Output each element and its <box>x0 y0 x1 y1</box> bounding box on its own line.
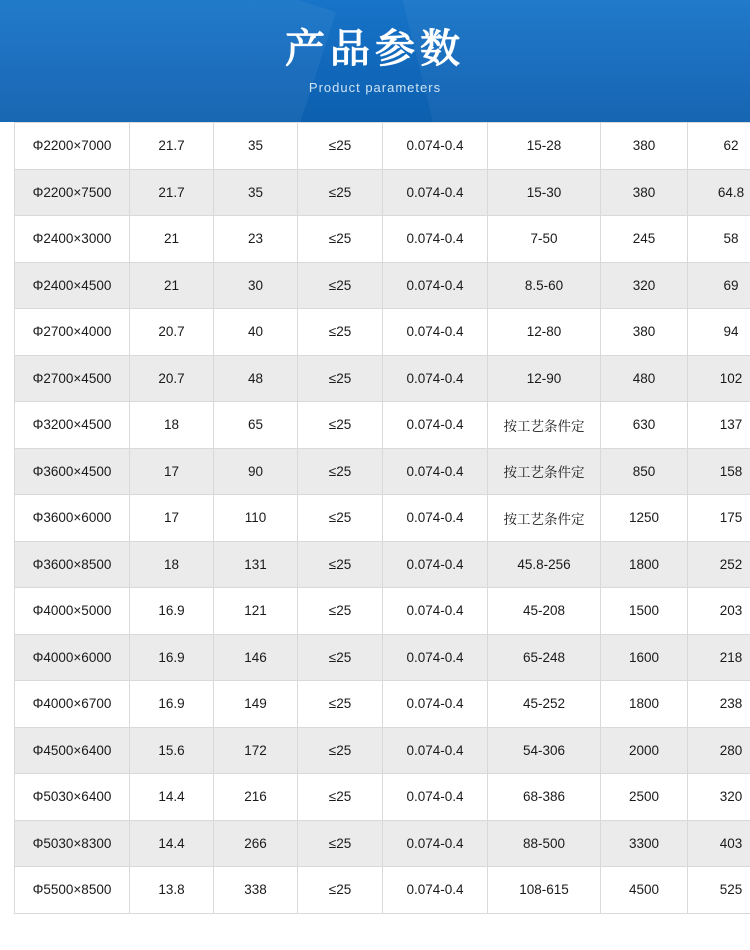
table-row <box>15 262 750 309</box>
table-cell: 62 <box>688 123 750 170</box>
table-cell: 2500 <box>601 774 688 821</box>
table-cell: 15-28 <box>488 123 601 170</box>
table-cell: ≤25 <box>298 262 383 309</box>
table-cell: 88-500 <box>488 820 601 867</box>
table-cell: 15.6 <box>130 727 214 774</box>
table-cell: 175 <box>688 495 750 542</box>
table-row <box>15 402 750 449</box>
table-cell: 按工艺条件定 <box>488 402 601 449</box>
table-cell: 0.074-0.4 <box>383 216 488 263</box>
table-cell: 7-50 <box>488 216 601 263</box>
table-cell: 按工艺条件定 <box>488 448 601 495</box>
table-cell-spec: Φ4000×5000 <box>15 588 130 635</box>
table-cell: 12-90 <box>488 355 601 402</box>
parameters-table-body <box>15 123 750 914</box>
table-cell: 65-248 <box>488 634 601 681</box>
table-cell: 146 <box>214 634 298 681</box>
table-cell: ≤25 <box>298 495 383 542</box>
table-cell: 0.074-0.4 <box>383 820 488 867</box>
table-cell: 0.074-0.4 <box>383 588 488 635</box>
table-cell-spec: Φ2400×3000 <box>15 216 130 263</box>
table-cell: 1800 <box>601 681 688 728</box>
table-cell: 0.074-0.4 <box>383 495 488 542</box>
table-row <box>15 495 750 542</box>
table-cell-spec: Φ5500×8500 <box>15 867 130 914</box>
table-row <box>15 820 750 867</box>
table-cell: 21.7 <box>130 169 214 216</box>
table-cell: 17 <box>130 448 214 495</box>
table-cell: 20.7 <box>130 309 214 356</box>
table-cell: 40 <box>214 309 298 356</box>
table-cell-spec: Φ3200×4500 <box>15 402 130 449</box>
table-cell: 1250 <box>601 495 688 542</box>
table-cell: 58 <box>688 216 750 263</box>
table-cell-spec: Φ2200×7000 <box>15 123 130 170</box>
table-cell: ≤25 <box>298 355 383 402</box>
table-cell: ≤25 <box>298 216 383 263</box>
table-cell: ≤25 <box>298 309 383 356</box>
table-cell: 630 <box>601 402 688 449</box>
table-cell: 320 <box>688 774 750 821</box>
table-cell: 0.074-0.4 <box>383 309 488 356</box>
table-cell: 0.074-0.4 <box>383 541 488 588</box>
table-cell: 280 <box>688 727 750 774</box>
table-cell: ≤25 <box>298 448 383 495</box>
table-row <box>15 867 750 914</box>
table-cell: ≤25 <box>298 123 383 170</box>
table-cell: 45-208 <box>488 588 601 635</box>
table-cell: 54-306 <box>488 727 601 774</box>
table-row <box>15 588 750 635</box>
table-cell: 45-252 <box>488 681 601 728</box>
table-cell: 90 <box>214 448 298 495</box>
table-cell: 16.9 <box>130 681 214 728</box>
table-cell: 2000 <box>601 727 688 774</box>
table-cell-spec: Φ2700×4500 <box>15 355 130 402</box>
table-cell: 14.4 <box>130 774 214 821</box>
table-cell-spec: Φ4500×6400 <box>15 727 130 774</box>
table-row <box>15 309 750 356</box>
table-cell: ≤25 <box>298 681 383 728</box>
table-cell: 0.074-0.4 <box>383 774 488 821</box>
table-cell: 13.8 <box>130 867 214 914</box>
table-cell: 23 <box>214 216 298 263</box>
table-cell: 0.074-0.4 <box>383 123 488 170</box>
table-cell: 8.5-60 <box>488 262 601 309</box>
table-cell: 21 <box>130 262 214 309</box>
table-cell: ≤25 <box>298 867 383 914</box>
table-cell: 0.074-0.4 <box>383 355 488 402</box>
table-row <box>15 681 750 728</box>
table-cell: 320 <box>601 262 688 309</box>
table-cell: ≤25 <box>298 774 383 821</box>
table-cell: 65 <box>214 402 298 449</box>
table-row <box>15 774 750 821</box>
table-cell: 17 <box>130 495 214 542</box>
table-cell: 16.9 <box>130 588 214 635</box>
table-cell: 266 <box>214 820 298 867</box>
table-cell: 203 <box>688 588 750 635</box>
table-cell: 1600 <box>601 634 688 681</box>
table-cell: 102 <box>688 355 750 402</box>
table-row <box>15 123 750 170</box>
table-cell-spec: Φ5030×6400 <box>15 774 130 821</box>
table-cell: 0.074-0.4 <box>383 402 488 449</box>
table-cell-spec: Φ2400×4500 <box>15 262 130 309</box>
table-cell: 45.8-256 <box>488 541 601 588</box>
table-cell: ≤25 <box>298 588 383 635</box>
table-row <box>15 169 750 216</box>
table-row <box>15 216 750 263</box>
table-cell: 48 <box>214 355 298 402</box>
table-cell: 64.8 <box>688 169 750 216</box>
table-cell: 380 <box>601 123 688 170</box>
table-cell: ≤25 <box>298 820 383 867</box>
table-cell: 216 <box>214 774 298 821</box>
table-cell-spec: Φ3600×4500 <box>15 448 130 495</box>
table-cell-spec: Φ2200×7500 <box>15 169 130 216</box>
table-row <box>15 727 750 774</box>
table-cell: 69 <box>688 262 750 309</box>
table-cell: 30 <box>214 262 298 309</box>
banner-content <box>0 0 750 98</box>
parameters-table-wrapper <box>0 122 750 914</box>
table-cell: 149 <box>214 681 298 728</box>
table-cell: 0.074-0.4 <box>383 169 488 216</box>
table-cell: 68-386 <box>488 774 601 821</box>
table-cell: 238 <box>688 681 750 728</box>
table-cell: 21 <box>130 216 214 263</box>
table-cell: 110 <box>214 495 298 542</box>
table-cell: 0.074-0.4 <box>383 681 488 728</box>
table-cell: ≤25 <box>298 634 383 681</box>
table-cell: 35 <box>214 169 298 216</box>
table-cell-spec: Φ3600×8500 <box>15 541 130 588</box>
table-cell: 15-30 <box>488 169 601 216</box>
table-cell: 380 <box>601 169 688 216</box>
table-cell: 158 <box>688 448 750 495</box>
table-cell: 35 <box>214 123 298 170</box>
table-cell: 480 <box>601 355 688 402</box>
table-cell: 137 <box>688 402 750 449</box>
table-cell: 1800 <box>601 541 688 588</box>
table-cell: 380 <box>601 309 688 356</box>
table-cell: 131 <box>214 541 298 588</box>
table-cell: 4500 <box>601 867 688 914</box>
table-cell: 1500 <box>601 588 688 635</box>
table-cell: 245 <box>601 216 688 263</box>
table-cell: 0.074-0.4 <box>383 262 488 309</box>
table-cell-spec: Φ4000×6700 <box>15 681 130 728</box>
table-row <box>15 541 750 588</box>
table-cell: 0.074-0.4 <box>383 867 488 914</box>
table-cell-spec: Φ4000×6000 <box>15 634 130 681</box>
parameters-table <box>14 122 750 914</box>
table-cell: 18 <box>130 541 214 588</box>
table-cell: 18 <box>130 402 214 449</box>
table-cell: 338 <box>214 867 298 914</box>
table-cell: 172 <box>214 727 298 774</box>
table-cell: ≤25 <box>298 169 383 216</box>
table-cell: 403 <box>688 820 750 867</box>
table-cell: 21.7 <box>130 123 214 170</box>
table-cell: 0.074-0.4 <box>383 727 488 774</box>
table-cell: 0.074-0.4 <box>383 634 488 681</box>
table-row <box>15 448 750 495</box>
table-cell-spec: Φ3600×6000 <box>15 495 130 542</box>
table-cell: 94 <box>688 309 750 356</box>
page-subtitle: Product parameters <box>308 80 442 95</box>
table-cell: 16.9 <box>130 634 214 681</box>
table-cell: 252 <box>688 541 750 588</box>
table-row <box>15 634 750 681</box>
table-cell: 3300 <box>601 820 688 867</box>
table-cell: ≤25 <box>298 727 383 774</box>
page-title: 产品参数 <box>285 27 465 71</box>
table-cell: 108-615 <box>488 867 601 914</box>
table-cell: 14.4 <box>130 820 214 867</box>
table-cell: 0.074-0.4 <box>383 448 488 495</box>
table-cell-spec: Φ2700×4000 <box>15 309 130 356</box>
table-cell: ≤25 <box>298 541 383 588</box>
table-cell: 20.7 <box>130 355 214 402</box>
page-banner <box>0 0 750 122</box>
table-cell: ≤25 <box>298 402 383 449</box>
table-cell: 218 <box>688 634 750 681</box>
table-row <box>15 355 750 402</box>
table-cell: 12-80 <box>488 309 601 356</box>
table-cell: 按工艺条件定 <box>488 495 601 542</box>
table-cell: 525 <box>688 867 750 914</box>
table-cell: 121 <box>214 588 298 635</box>
table-cell: 850 <box>601 448 688 495</box>
table-cell-spec: Φ5030×8300 <box>15 820 130 867</box>
